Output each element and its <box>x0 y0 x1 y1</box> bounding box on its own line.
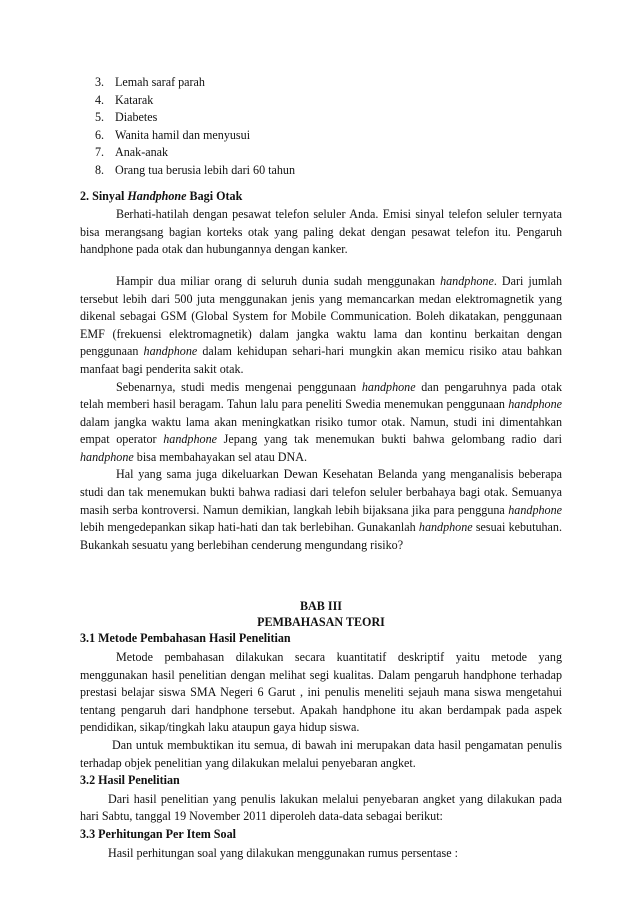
section-3-2-heading: 3.2 Hasil Penelitian <box>80 773 180 788</box>
list-item: 5. Diabetes <box>95 110 158 125</box>
section-3-1-paragraph-1: Metode pembahasan dilakukan secara kuantitatif deskriptif yaitu metode yang menggunakan hasil penelitian dengan melihat segi kualitas. Dalam pengaruh handphone terhadap prestasi belajar siswa SMA Negeri 6 Garut , ini penulis meneliti sejauh mana siswa mengetahui tentang pengaruh dari handphone tersebut. Apakah handphone itu akan berdampak pada aspek pendidikan, sikap/tingkah laku ataupun gaya hidup siswa. <box>80 650 562 735</box>
list-item: 6. Wanita hamil dan menyusui <box>95 127 251 142</box>
chapter-subtitle: PEMBAHASAN TEORI <box>257 615 385 630</box>
section-2-paragraph-3: Sebenarnya, studi medis mengenai penggunaan handphone dan pengaruhnya pada otak telah memberi hasil beragam. Tahun lalu para peneliti Swedia menemukan penggunaan handphone dalam jangka waktu lama akan meningkatkan risiko tumor otak. Namun, studi ini dimentahkan empat operator handphone Jepang yang tak menemukan bukti bahwa gelombang radio dari handphone bisa membahayakan sel atau DNA. <box>80 379 563 464</box>
section-3-3-heading: 3.3 Perhitungan Per Item Soal <box>80 826 236 841</box>
list-item: 3. Lemah saraf parah <box>95 75 205 89</box>
section-3-1-paragraph-2: Dan untuk membuktikan itu semua, di bawah ini merupakan data hasil pengamatan penulis terhadap objek penelitian yang dilakukan melalui penyebaran angket. <box>80 738 562 770</box>
list-item: 4. Katarak <box>95 92 154 107</box>
list-item: 8. Orang tua berusia lebih dari 60 tahun <box>95 162 296 177</box>
chapter-title: BAB III <box>299 599 342 614</box>
section-2-paragraph-2: Hampir dua miliar orang di seluruh dunia sudah menggunakan handphone. Dari jumlah tersebut lebih dari 500 juta menggunakan jenis yang memancarkan medan elektromagnetik yang dikenal sebagai GSM (Global System for Mobile Communication. Boleh dikatakan, penggunaan EMF (frekuensi elektromagnetik) dalam jangka waktu lama dan kontinu berkaitan dengan penggunaan handphone dalam kehidupan sehari-hari mungkin akan memicu risiko atau bahkan manfaat bagi penderita sakit otak. <box>80 273 562 376</box>
vertical-spacer <box>80 554 562 598</box>
section-3-2-paragraph-1: Dari hasil penelitian yang penulis lakukan melalui penyebaran angket yang dilakukan pada hari Sabtu, tanggal 19 November 2011 diperoleh data-data sebagai berikut: <box>80 791 562 824</box>
section-3-1-heading: 3.1 Metode Pembahasan Hasil Penelitian <box>80 631 291 646</box>
risk-group-list <box>80 74 562 180</box>
list-item: 7. Anak-anak <box>95 145 169 160</box>
section-2-paragraph-4: Hal yang sama juga dikeluarkan Dewan Kesehatan Belanda yang menganalisis beberapa studi dan tak menemukan bukti bahwa radiasi dari telefon seluler berbahaya bagi otak. Semuanya masih serba kontroversi. Namun demikian, langkah lebih bijaksana jika para pengguna handphone lebih mengedepankan sikap hati-hati dan tak berlebihan. Gunakanlah handphone sesuai kebutuhan. Bukankah sesuatu yang berlebihan cenderung mengundang risiko? <box>80 467 562 552</box>
section-2-heading: 2. Sinyal Handphone Bagi Otak <box>80 188 243 203</box>
section-2-paragraph-1: Berhati-hatilah dengan pesawat telefon seluler Anda. Emisi sinyal telefon seluler ternyata bisa merangsang bagian korteks otak yang paling dekat dengan pesawat telefon itu. Pengaruh handphone pada otak dan hubungannya dengan kanker. <box>80 207 562 257</box>
section-3-3-paragraph-1: Hasil perhitungan soal yang dilakukan menggunakan rumus persentase : <box>108 845 458 860</box>
